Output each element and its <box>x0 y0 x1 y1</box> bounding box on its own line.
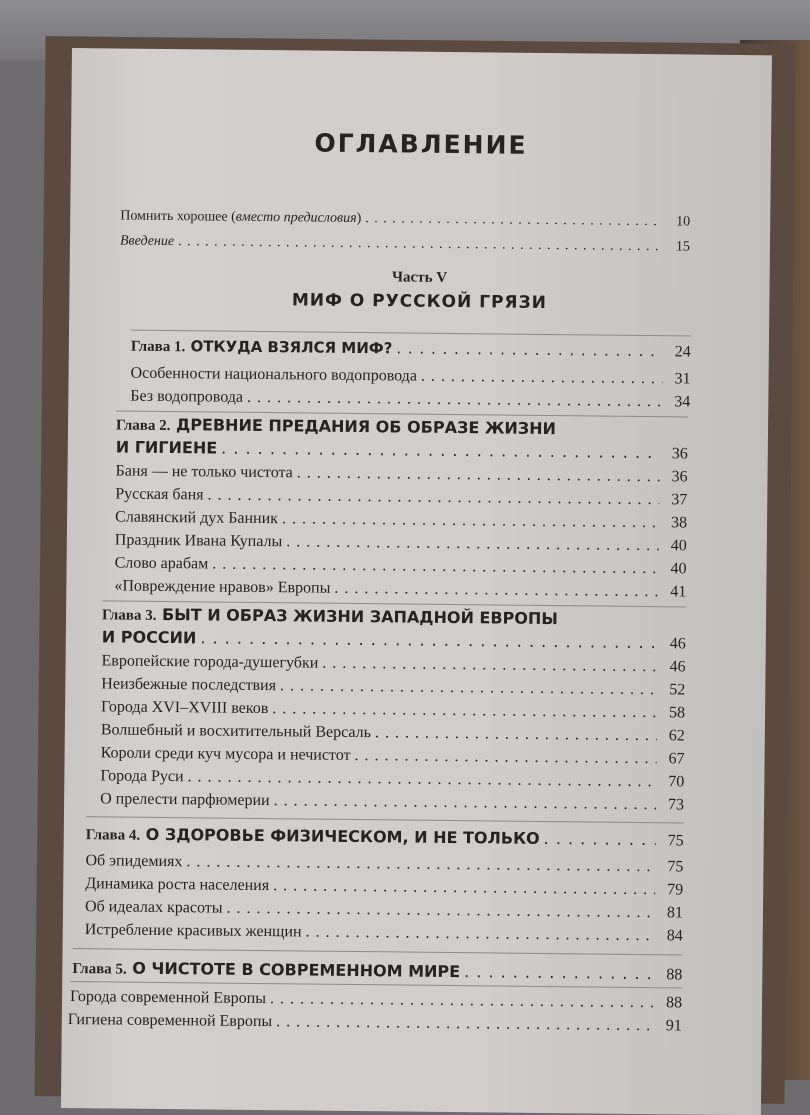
section-page: 38 <box>663 514 687 532</box>
section-entry <box>101 652 685 676</box>
section-title: Волшебный и восхитительный Версаль <box>101 721 371 742</box>
chapter-heading-line1 <box>102 604 558 629</box>
section-entry <box>130 388 690 412</box>
section-page: 62 <box>661 727 685 745</box>
section-entry <box>101 698 685 722</box>
chapter-title-continued: И РОССИИ <box>102 627 197 647</box>
chapter-title: О ЧИСТОТЕ В СОВРЕМЕННОМ МИРЕ <box>132 959 460 981</box>
entry-title-italic: вместо предисловия <box>236 210 357 226</box>
section-title: Истребление красивых женщин <box>85 921 302 941</box>
section-page: 70 <box>660 773 684 791</box>
chapter-page: 24 <box>667 343 691 361</box>
section-title: Города Руси <box>100 767 183 786</box>
divider <box>131 330 691 337</box>
section-title: «Повреждение нравов» Европы <box>114 577 330 597</box>
section-page: 46 <box>661 658 685 676</box>
divider <box>86 816 684 823</box>
chapter-title: ДРЕВНИЕ ПРЕДАНИЯ ОБ ОБРАЗЕ ЖИЗНИ <box>176 415 556 438</box>
section-entry <box>114 577 686 601</box>
chapter-heading-line2 <box>116 437 688 463</box>
section-page: 79 <box>659 881 683 899</box>
section-title: Без водопровода <box>130 388 243 407</box>
toc-entry <box>120 234 690 256</box>
part-title: МИФ О РУССКОЙ ГРЯЗИ <box>69 288 769 315</box>
chapter-number: Глава 1. <box>131 339 186 356</box>
section-page: 52 <box>661 681 685 699</box>
section-entry <box>115 508 687 532</box>
section-entry <box>115 531 687 555</box>
section-page: 40 <box>663 537 687 555</box>
section-entry <box>101 744 685 768</box>
section-title: Славянский дух Банник <box>115 508 278 528</box>
section-entry <box>70 988 682 1012</box>
book-page <box>61 48 772 1115</box>
section-page: 37 <box>663 491 687 509</box>
section-page: 31 <box>666 370 690 388</box>
chapter-title: БЫТ И ОБРАЗ ЖИЗНИ ЗАПАДНОЙ ЕВРОПЫ <box>162 605 558 628</box>
section-title: Русская баня <box>115 485 203 504</box>
section-title: Баня — не только чистота <box>115 462 292 482</box>
chapter-number: Глава 3. <box>102 607 157 624</box>
section-page: 36 <box>663 468 687 486</box>
section-entry <box>101 675 685 699</box>
chapter-number: Глава 4. <box>86 827 141 844</box>
section-entry <box>85 852 683 876</box>
section-entry <box>68 1011 682 1035</box>
section-entry <box>85 921 683 945</box>
section-page: 40 <box>662 560 686 578</box>
chapter-heading <box>72 958 682 984</box>
chapter-heading <box>86 824 684 850</box>
chapter-heading-line1 <box>116 414 556 439</box>
chapter-heading <box>131 337 691 362</box>
section-page: 34 <box>666 393 690 411</box>
section-title: Неизбежные последствия <box>101 675 276 695</box>
chapter-heading-line2 <box>102 627 686 653</box>
section-title: Гигиена современной Европы <box>68 1011 273 1031</box>
chapter-title-continued: И ГИГИЕНЕ <box>116 437 218 457</box>
section-page: 84 <box>659 927 683 945</box>
chapter-number: Глава 5. <box>72 961 127 978</box>
section-page: 41 <box>662 583 686 601</box>
section-title: Короли среди куч мусора и нечистот <box>101 744 351 765</box>
section-title: Европейские города-душегубки <box>101 652 318 672</box>
chapter-title: ОТКУДА ВЗЯЛСЯ МИФ? <box>190 337 392 357</box>
section-entry <box>130 365 690 389</box>
section-entry <box>115 462 687 486</box>
section-title: О прелести парфюмерии <box>100 790 270 810</box>
section-title: Об эпидемиях <box>85 852 182 871</box>
section-page: 58 <box>661 704 685 722</box>
section-page: 88 <box>658 994 682 1012</box>
entry-title: Помнить хорошее ( <box>120 209 236 225</box>
chapter-page: 88 <box>658 966 682 984</box>
toc-title: ОГЛАВЛЕНИЕ <box>71 126 771 162</box>
entry-title-close: ) <box>357 211 362 226</box>
section-entry <box>115 554 687 578</box>
entry-page: 15 <box>666 239 690 255</box>
section-title: Динамика роста населения <box>85 875 269 895</box>
section-entry <box>100 790 684 814</box>
section-entry <box>85 898 683 922</box>
section-title: Города XVI–XVIII веков <box>101 698 268 718</box>
section-page: 75 <box>659 858 683 876</box>
toc-entry <box>120 209 690 231</box>
chapter-page: 36 <box>664 445 688 463</box>
section-page: 67 <box>660 750 684 768</box>
section-entry <box>100 767 684 791</box>
section-title: Особенности национального водопровода <box>130 365 417 386</box>
section-title: Об идеалах красоты <box>85 898 223 917</box>
section-entry <box>85 875 683 899</box>
section-entry <box>115 485 687 509</box>
section-page: 73 <box>660 796 684 814</box>
section-page: 81 <box>659 904 683 922</box>
section-title: Города современной Европы <box>70 988 266 1008</box>
chapter-number: Глава 2. <box>116 417 171 434</box>
entry-page: 10 <box>666 214 690 230</box>
section-title: Праздник Ивана Купалы <box>115 531 283 551</box>
section-title: Слово арабам <box>115 554 209 573</box>
part-label: Часть V <box>70 266 770 290</box>
chapter-title: О ЗДОРОВЬЕ ФИЗИЧЕСКОМ, И НЕ ТОЛЬКО <box>146 825 540 848</box>
divider <box>73 948 683 955</box>
entry-title-italic: Введение <box>120 234 174 250</box>
section-entry <box>101 721 685 745</box>
section-page: 91 <box>658 1017 682 1035</box>
chapter-page: 46 <box>662 635 686 653</box>
chapter-page: 75 <box>660 832 684 850</box>
